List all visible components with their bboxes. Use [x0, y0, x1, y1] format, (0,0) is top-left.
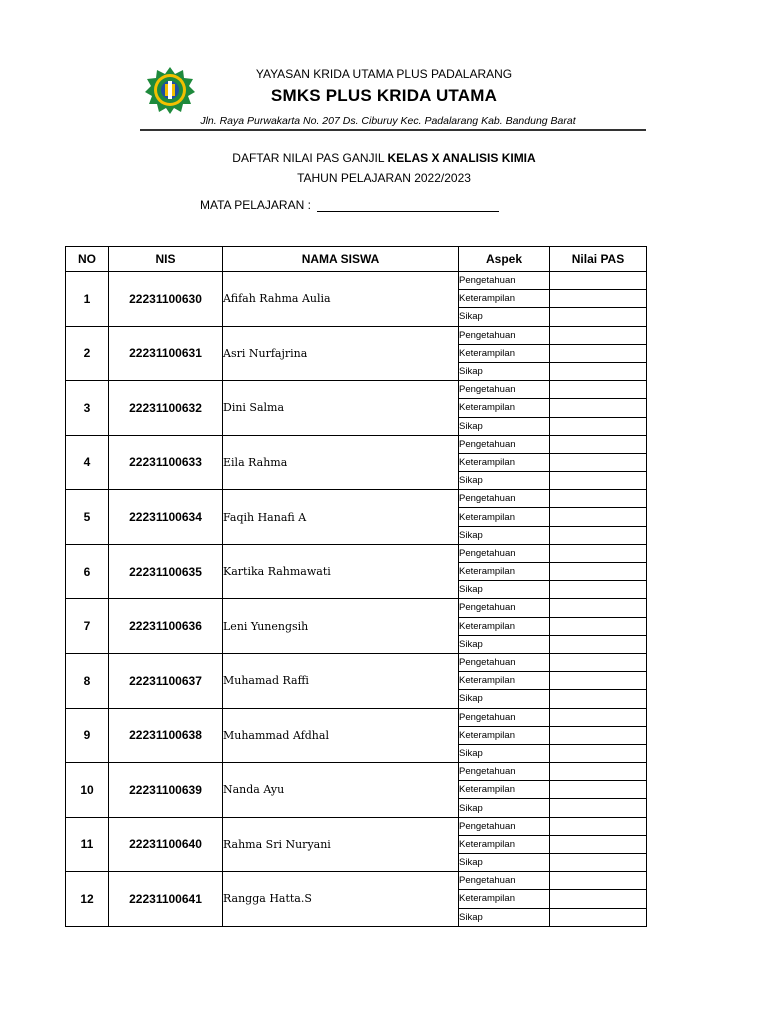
student-nis: 22231100638	[109, 708, 223, 763]
student-name: Nanda Ayu	[223, 763, 459, 818]
letterhead	[0, 0, 768, 135]
student-no: 1	[66, 272, 109, 327]
col-header-score: Nilai PAS	[550, 247, 647, 272]
score-cell[interactable]	[550, 472, 647, 490]
student-name: Kartika Rahmawati	[223, 544, 459, 599]
table-row	[66, 653, 647, 671]
table-row	[66, 817, 647, 835]
aspect-label: Pengetahuan	[459, 817, 550, 835]
student-no: 7	[66, 599, 109, 654]
student-no: 4	[66, 435, 109, 490]
student-nis: 22231100637	[109, 653, 223, 708]
aspect-label: Keterampilan	[459, 726, 550, 744]
student-name: Rangga Hatta.S	[223, 872, 459, 927]
score-cell[interactable]	[550, 653, 647, 671]
header-row	[66, 247, 647, 272]
student-nis: 22231100641	[109, 872, 223, 927]
document-title	[0, 151, 768, 165]
score-cell[interactable]	[550, 890, 647, 908]
aspect-label: Pengetahuan	[459, 490, 550, 508]
aspect-label: Keterampilan	[459, 617, 550, 635]
student-nis: 22231100635	[109, 544, 223, 599]
foundation-name: YAYASAN KRIDA UTAMA PLUS PADALARANG	[255, 67, 513, 81]
student-name: Afifah Rahma Aulia	[223, 272, 459, 327]
score-cell[interactable]	[550, 417, 647, 435]
student-nis: 22231100639	[109, 763, 223, 818]
student-no: 9	[66, 708, 109, 763]
aspect-label: Pengetahuan	[459, 272, 550, 290]
score-cell[interactable]	[550, 799, 647, 817]
score-cell[interactable]	[550, 708, 647, 726]
score-cell[interactable]	[550, 581, 647, 599]
aspect-label: Sikap	[459, 635, 550, 653]
score-cell[interactable]	[550, 308, 647, 326]
aspect-label: Keterampilan	[459, 290, 550, 308]
table-row	[66, 381, 647, 399]
aspect-label: Pengetahuan	[459, 872, 550, 890]
aspect-label: Keterampilan	[459, 781, 550, 799]
aspect-label: Sikap	[459, 854, 550, 872]
table-row	[66, 272, 647, 290]
aspect-label: Keterampilan	[459, 508, 550, 526]
score-cell[interactable]	[550, 563, 647, 581]
score-cell[interactable]	[550, 490, 647, 508]
aspect-label: Pengetahuan	[459, 326, 550, 344]
aspect-label: Sikap	[459, 362, 550, 380]
aspect-label: Pengetahuan	[459, 435, 550, 453]
aspect-label: Sikap	[459, 908, 550, 926]
student-nis: 22231100631	[109, 326, 223, 381]
score-cell[interactable]	[550, 781, 647, 799]
score-cell[interactable]	[550, 453, 647, 471]
table-row	[66, 490, 647, 508]
aspect-label: Sikap	[459, 799, 550, 817]
table-row	[66, 326, 647, 344]
aspect-label: Pengetahuan	[459, 763, 550, 781]
aspect-label: Pengetahuan	[459, 653, 550, 671]
col-header-name: NAMA SISWA	[223, 247, 459, 272]
table-row	[66, 435, 647, 453]
aspect-label: Sikap	[459, 472, 550, 490]
aspect-label: Keterampilan	[459, 672, 550, 690]
student-no: 11	[66, 817, 109, 872]
score-cell[interactable]	[550, 362, 647, 380]
school-name: SMKS PLUS KRIDA UTAMA	[270, 86, 498, 105]
student-nis: 22231100630	[109, 272, 223, 327]
score-cell[interactable]	[550, 908, 647, 926]
student-name: Faqih Hanafi A	[223, 490, 459, 545]
col-header-nis: NIS	[109, 247, 223, 272]
grades-table	[65, 246, 647, 927]
aspect-label: Sikap	[459, 308, 550, 326]
score-cell[interactable]	[550, 835, 647, 853]
score-cell[interactable]	[550, 617, 647, 635]
aspect-label: Sikap	[459, 526, 550, 544]
subject-blank-line	[317, 199, 499, 212]
score-cell[interactable]	[550, 763, 647, 781]
score-cell[interactable]	[550, 690, 647, 708]
student-nis: 22231100633	[109, 435, 223, 490]
aspect-label: Keterampilan	[459, 563, 550, 581]
table-row	[66, 544, 647, 562]
aspect-label: Pengetahuan	[459, 599, 550, 617]
score-cell[interactable]	[550, 508, 647, 526]
score-cell[interactable]	[550, 326, 647, 344]
student-nis: 22231100634	[109, 490, 223, 545]
score-cell[interactable]	[550, 272, 647, 290]
aspect-label: Keterampilan	[459, 835, 550, 853]
title-prefix: DAFTAR NILAI PAS GANJIL	[232, 151, 388, 165]
aspect-label: Keterampilan	[459, 453, 550, 471]
header-divider	[140, 129, 646, 131]
student-name: Eila Rahma	[223, 435, 459, 490]
table-row	[66, 708, 647, 726]
score-cell[interactable]	[550, 817, 647, 835]
col-header-aspect: Aspek	[459, 247, 550, 272]
score-cell[interactable]	[550, 381, 647, 399]
score-cell[interactable]	[550, 599, 647, 617]
aspect-label: Pengetahuan	[459, 381, 550, 399]
score-cell[interactable]	[550, 290, 647, 308]
student-name: Asri Nurfajrina	[223, 326, 459, 381]
aspect-label: Pengetahuan	[459, 708, 550, 726]
student-name: Muhamad Raffi	[223, 653, 459, 708]
score-cell[interactable]	[550, 744, 647, 762]
score-cell[interactable]	[550, 399, 647, 417]
student-no: 12	[66, 872, 109, 927]
student-nis: 22231100640	[109, 817, 223, 872]
academic-year: TAHUN PELAJARAN 2022/2023	[297, 171, 471, 185]
student-no: 6	[66, 544, 109, 599]
student-name: Leni Yunengsih	[223, 599, 459, 654]
student-name: Dini Salma	[223, 381, 459, 436]
subject-field	[200, 198, 499, 212]
aspect-label: Sikap	[459, 690, 550, 708]
subject-label: MATA PELAJARAN :	[200, 198, 311, 212]
student-name: Rahma Sri Nuryani	[223, 817, 459, 872]
score-cell[interactable]	[550, 872, 647, 890]
table-row	[66, 599, 647, 617]
score-cell[interactable]	[550, 544, 647, 562]
score-cell[interactable]	[550, 854, 647, 872]
class-name: KELAS X ANALISIS KIMIA	[387, 151, 536, 165]
table-row	[66, 872, 647, 890]
student-nis: 22231100636	[109, 599, 223, 654]
student-no: 8	[66, 653, 109, 708]
aspect-label: Sikap	[459, 744, 550, 762]
score-cell[interactable]	[550, 635, 647, 653]
student-no: 2	[66, 326, 109, 381]
student-name: Muhammad Afdhal	[223, 708, 459, 763]
student-nis: 22231100632	[109, 381, 223, 436]
aspect-label: Sikap	[459, 417, 550, 435]
aspect-label: Sikap	[459, 581, 550, 599]
score-cell[interactable]	[550, 672, 647, 690]
aspect-label: Keterampilan	[459, 890, 550, 908]
student-no: 5	[66, 490, 109, 545]
table-row	[66, 763, 647, 781]
score-cell[interactable]	[550, 726, 647, 744]
score-cell[interactable]	[550, 344, 647, 362]
score-cell[interactable]	[550, 526, 647, 544]
aspect-label: Keterampilan	[459, 399, 550, 417]
student-no: 3	[66, 381, 109, 436]
col-header-no: NO	[66, 247, 109, 272]
aspect-label: Pengetahuan	[459, 544, 550, 562]
score-cell[interactable]	[550, 435, 647, 453]
aspect-label: Keterampilan	[459, 344, 550, 362]
grades-body	[66, 272, 647, 927]
student-no: 10	[66, 763, 109, 818]
school-address: Jln. Raya Purwakarta No. 207 Ds. Ciburuy Kec. Padalarang Kab. Bandung Barat	[200, 115, 576, 127]
